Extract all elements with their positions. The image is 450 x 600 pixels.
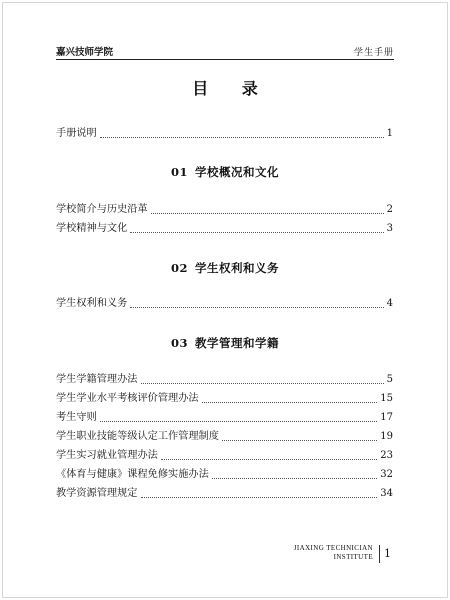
toc-entry-page: 19 <box>380 431 393 442</box>
dot-leader <box>141 383 384 384</box>
dot-leader <box>202 402 378 403</box>
section-number: 01 <box>170 165 188 179</box>
toc-entry-page: 3 <box>386 223 393 234</box>
header-rule <box>56 59 394 60</box>
toc-entry[interactable] <box>56 411 393 425</box>
toc-entry-label: 教学资源管理规定 <box>56 488 138 499</box>
toc-entry-page: 2 <box>386 204 393 215</box>
section-number: 03 <box>170 336 188 350</box>
toc-entry-label: 《体育与健康》课程免修实施办法 <box>56 469 209 480</box>
footer-divider <box>379 545 380 563</box>
section-heading-01 <box>0 164 450 180</box>
section-heading-03 <box>0 335 450 351</box>
dot-leader <box>161 459 377 460</box>
toc-entry[interactable] <box>56 430 393 444</box>
toc-entry-page: 32 <box>380 469 393 480</box>
toc-entry[interactable] <box>56 297 393 311</box>
toc-entry-page: 5 <box>386 374 393 385</box>
institute-name <box>294 544 373 562</box>
dot-leader <box>151 213 384 214</box>
dot-leader <box>100 137 384 138</box>
dot-leader <box>141 497 378 498</box>
toc-entry-page: 17 <box>380 412 393 423</box>
dot-leader <box>130 232 383 233</box>
toc-entry[interactable] <box>56 373 393 387</box>
institute-line-1: JIAXING TECHNICIAN <box>293 544 373 552</box>
toc-entry[interactable] <box>56 468 393 482</box>
school-name: 嘉兴技师学院 <box>56 47 114 58</box>
toc-entry-page: 23 <box>380 450 393 461</box>
section-title: 学生权利和义务 <box>195 261 279 275</box>
toc-entry-page: 4 <box>386 298 393 309</box>
section-heading-02 <box>0 260 450 276</box>
section-number: 02 <box>170 261 188 275</box>
toc-entry-label: 手册说明 <box>56 128 97 139</box>
toc-entry[interactable] <box>56 449 393 463</box>
toc-entry-page: 15 <box>380 393 393 404</box>
toc-entry-label: 学生学籍管理办法 <box>56 374 138 385</box>
dot-leader <box>212 478 377 479</box>
running-header <box>56 44 394 58</box>
toc-entry-label: 学校简介与历史沿革 <box>56 204 148 215</box>
toc-entry[interactable] <box>56 222 393 236</box>
toc-entry[interactable] <box>56 392 393 406</box>
toc-entry-label: 学生权利和义务 <box>56 298 128 309</box>
section-title: 教学管理和学籍 <box>195 336 279 350</box>
page-number: 1 <box>384 547 391 560</box>
toc-entry-page: 1 <box>386 128 393 139</box>
institute-line-2: INSTITUTE <box>333 553 373 561</box>
dot-leader <box>100 421 378 422</box>
toc-entry[interactable] <box>56 203 393 217</box>
toc-entry-intro[interactable] <box>56 127 393 141</box>
handbook-label: 学生手册 <box>353 48 394 58</box>
toc-entry-label: 考生守则 <box>56 412 97 423</box>
dot-leader <box>130 307 383 308</box>
section-title: 学校概况和文化 <box>195 165 279 179</box>
toc-entry[interactable] <box>56 487 393 501</box>
running-footer <box>280 544 395 568</box>
toc-entry-label: 学生职业技能等级认定工作管理制度 <box>56 431 219 442</box>
toc-entry-page: 34 <box>380 488 393 499</box>
toc-entry-label: 学生学业水平考核评价管理办法 <box>56 393 199 404</box>
toc-entry-label: 学生实习就业管理办法 <box>56 450 158 461</box>
toc-entry-label: 学校精神与文化 <box>56 223 128 234</box>
page-title: 目 录 <box>192 79 272 98</box>
dot-leader <box>222 440 377 441</box>
